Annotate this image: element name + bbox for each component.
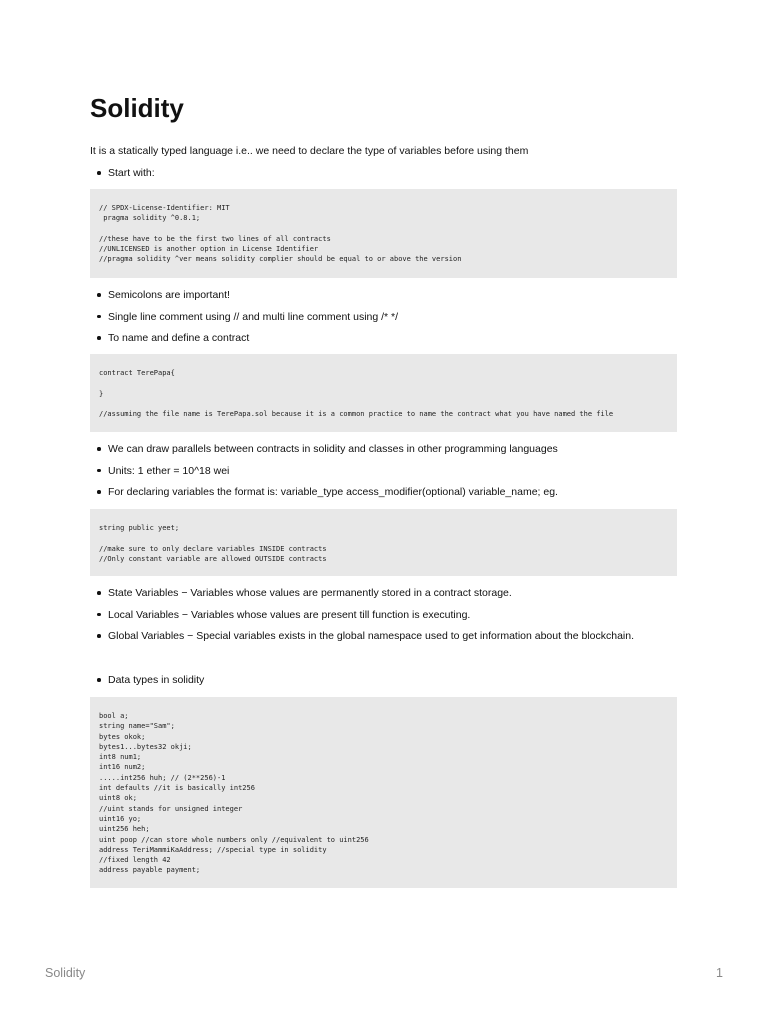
- intro-paragraph: It is a statically typed language i.e.. we need to declare the type of variables before using them: [90, 145, 529, 157]
- footer-title: Solidity: [45, 966, 86, 980]
- bullet-list-start: [90, 166, 155, 188]
- code-block-pragma: // SPDX-License-Identifier: MIT pragma solidity ^0.8.1; //these have to be the first two lines of all contracts //UNLICENSED is another option in License Identifier //pragma solidity ^ver means solidity complier should be equal to or above the version: [90, 189, 677, 278]
- list-item: Semicolons are important!: [90, 288, 398, 310]
- code-block-variables: string public yeet; //make sure to only declare variables INSIDE contracts //Only constant variable are allowed OUTSIDE contracts: [90, 509, 677, 576]
- list-item: Data types in solidity: [90, 673, 204, 695]
- bullet-list-concepts: [90, 442, 558, 507]
- page-number: 1: [716, 966, 723, 980]
- page-title: Solidity: [90, 93, 184, 123]
- list-item: To name and define a contract: [90, 331, 398, 353]
- bullet-list-data-types: [90, 673, 204, 695]
- list-item: Start with:: [90, 166, 155, 188]
- code-block-contract: contract TerePapa{ } //assuming the file name is TerePapa.sol because it is a common practice to name the contract what you have named the file: [90, 354, 677, 432]
- list-item: We can draw parallels between contracts in solidity and classes in other programming languages: [90, 442, 558, 464]
- list-item: For declaring variables the format is: variable_type access_modifier(optional) variable_name; eg.: [90, 485, 558, 507]
- list-item: Global Variables − Special variables exists in the global namespace used to get information about the blockchain.: [90, 629, 634, 651]
- list-item: State Variables − Variables whose values are permanently stored in a contract storage.: [90, 586, 634, 608]
- list-item: Single line comment using // and multi line comment using /* */: [90, 310, 398, 332]
- list-item: Local Variables − Variables whose values are present till function is executing.: [90, 608, 634, 630]
- code-block-data-types: bool a; string name="Sam"; bytes okok; bytes1...bytes32 okji; int8 num1; int16 num2; .....int256 huh; // (2**256)-1 int defaults //it is basically int256 uint8 ok; //uint stands for unsigned integer uint16 yo; uint256 heh; uint poop //can store whole numbers only //equivalent to uint256 address TeriMammiKaAddress; //special type in solidity //fixed length 42 address payable payment;: [90, 697, 677, 888]
- bullet-list-variable-kinds: [90, 586, 634, 651]
- list-item: Units: 1 ether = 10^18 wei: [90, 464, 558, 486]
- bullet-list-basics: [90, 288, 398, 353]
